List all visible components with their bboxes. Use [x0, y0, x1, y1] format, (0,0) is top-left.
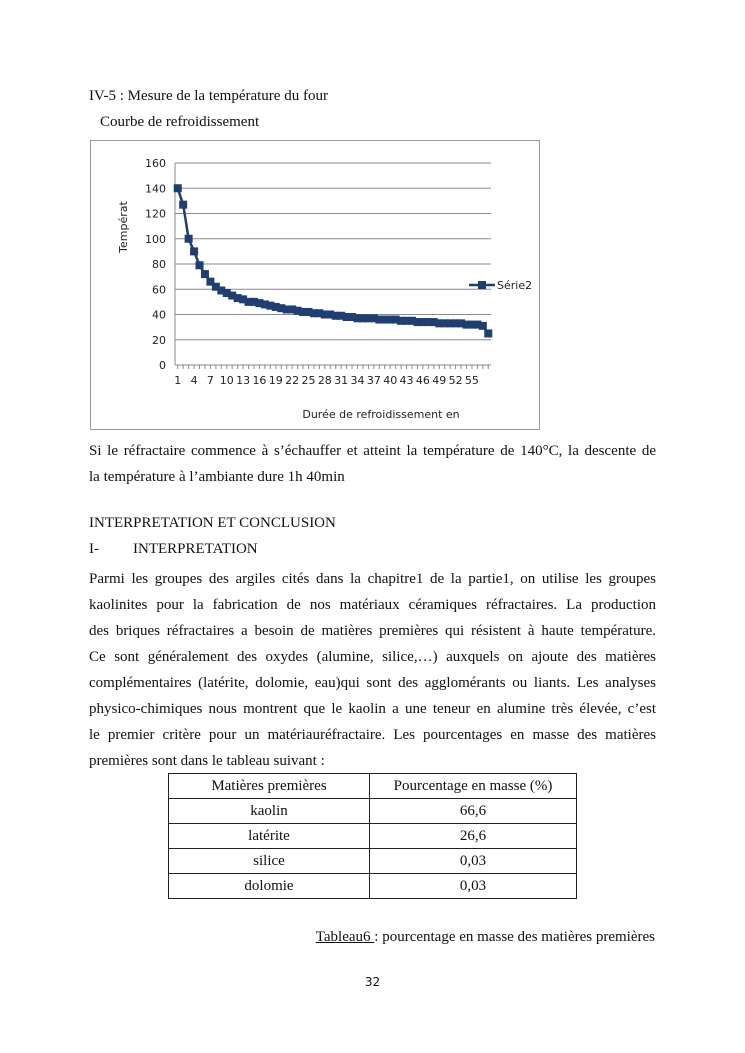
y-tick-label: 20: [152, 333, 166, 347]
table-cell: silice: [169, 849, 370, 874]
x-tick-label: 13: [236, 374, 251, 387]
table-row: [169, 874, 577, 899]
x-tick-label: 43: [399, 374, 414, 387]
page-number: 32: [364, 975, 381, 989]
table-cell: kaolin: [169, 799, 370, 824]
table-row: [169, 849, 577, 874]
y-tick-label: 140: [145, 182, 166, 196]
x-tick-label: 40: [383, 374, 398, 387]
section-title: INTERPRETATION ET CONCLUSION: [89, 515, 336, 531]
table-cell: 0,03: [370, 849, 577, 874]
x-tick-label: 37: [366, 374, 381, 387]
subsection-title: INTERPRETATION: [133, 541, 258, 557]
x-tick-label: 49: [432, 374, 447, 387]
paragraph-line: Parmi les groupes des argiles cités dans la chapitre1 de la partie1, on utilise les groupes: [89, 571, 656, 587]
x-tick-label: 46: [415, 374, 430, 387]
paragraph-line: physico-chimiques nous montrent que le kaolin a une teneur en alumine très élevée, c’est: [89, 701, 656, 717]
paragraph-temperature: [89, 438, 656, 490]
data-point: [201, 270, 209, 278]
paragraph-line: Ce sont généralement des oxydes (alumine, silice,…) auxquels on ajoute des matières: [89, 649, 656, 665]
x-tick-label: 4: [190, 374, 198, 387]
table-cell: dolomie: [169, 874, 370, 899]
x-tick-label: 31: [334, 374, 349, 387]
x-tick-label: 22: [285, 374, 300, 387]
paragraph-line: Si le réfractaire commence à s’échauffer et atteint la température de 140°C, la descente de: [89, 443, 656, 459]
data-point: [174, 184, 182, 192]
table-cell: 26,6: [370, 824, 577, 849]
paragraph-line: premières sont dans le tableau suivant :: [89, 753, 325, 769]
legend: [469, 279, 532, 292]
y-axis-label: Températ: [117, 201, 130, 253]
x-axis-label: Durée de refroidissement en: [302, 408, 460, 421]
table-row: [169, 799, 577, 824]
chart-container: [90, 140, 540, 430]
x-tick-label: 28: [317, 374, 332, 387]
x-tick-label: 16: [252, 374, 267, 387]
x-tick-label: 52: [448, 374, 463, 387]
paragraph-line: des briques réfractaires a besoin de matières premières qui résistent à haute température.: [89, 623, 656, 639]
table-cell: 0,03: [370, 874, 577, 899]
x-tick-label: 25: [301, 374, 316, 387]
interpretation-paragraph: [89, 566, 656, 774]
paragraph-line: complémentaires (latérite, dolomie, eau)qui sont des agglomérants ou liants. Les analyses: [89, 675, 656, 691]
legend-marker: [478, 281, 486, 289]
x-tick-label: 1: [174, 374, 182, 387]
section-heading: IV-5 : Mesure de la température du four: [89, 88, 328, 104]
cooling-curve-chart: [91, 141, 541, 431]
y-tick-label: 100: [145, 232, 166, 246]
table-caption-label: Tableau6: [315, 929, 375, 945]
data-point: [190, 247, 198, 255]
raw-materials-table: [168, 773, 577, 899]
paragraph-line: kaolinites pour la fabrication de nos matériaux céramiques réfractaires. La production: [89, 597, 656, 613]
chart-heading: Courbe de refroidissement: [100, 114, 260, 130]
data-point: [196, 261, 204, 269]
subsection-number: I-: [89, 541, 99, 557]
y-tick-label: 40: [152, 308, 166, 322]
y-tick-label: 80: [152, 258, 166, 271]
x-tick-label: 34: [350, 374, 365, 387]
paragraph-line: le premier critère pour un matériauréfractaire. Les pourcentages en masse des matières: [89, 727, 656, 743]
data-point: [179, 201, 187, 209]
x-tick-label: 55: [464, 374, 479, 387]
y-tick-label: 0: [159, 359, 166, 372]
table-caption-text: : pourcentage en masse des matières premières: [374, 929, 655, 945]
table-header-row: [169, 774, 577, 799]
table-row: [169, 824, 577, 849]
y-tick-label: 120: [145, 207, 166, 221]
y-tick-label: 160: [145, 157, 166, 170]
data-point: [484, 329, 492, 337]
x-tick-label: 19: [268, 374, 283, 387]
legend-label: Série2: [497, 279, 533, 292]
data-point: [185, 235, 193, 243]
x-tick-label: 10: [219, 374, 234, 387]
table-cell: 66,6: [370, 799, 577, 824]
y-tick-label: 60: [152, 283, 166, 297]
table-header-cell: Pourcentage en masse (%): [370, 774, 577, 799]
x-tick-label: 7: [206, 374, 214, 387]
data-point: [479, 322, 487, 330]
paragraph-line: la température à l’ambiante dure 1h 40min: [89, 469, 345, 485]
table-header-cell: Matières premières: [169, 774, 370, 799]
table-caption: [316, 929, 655, 946]
table-cell: latérite: [169, 824, 370, 849]
